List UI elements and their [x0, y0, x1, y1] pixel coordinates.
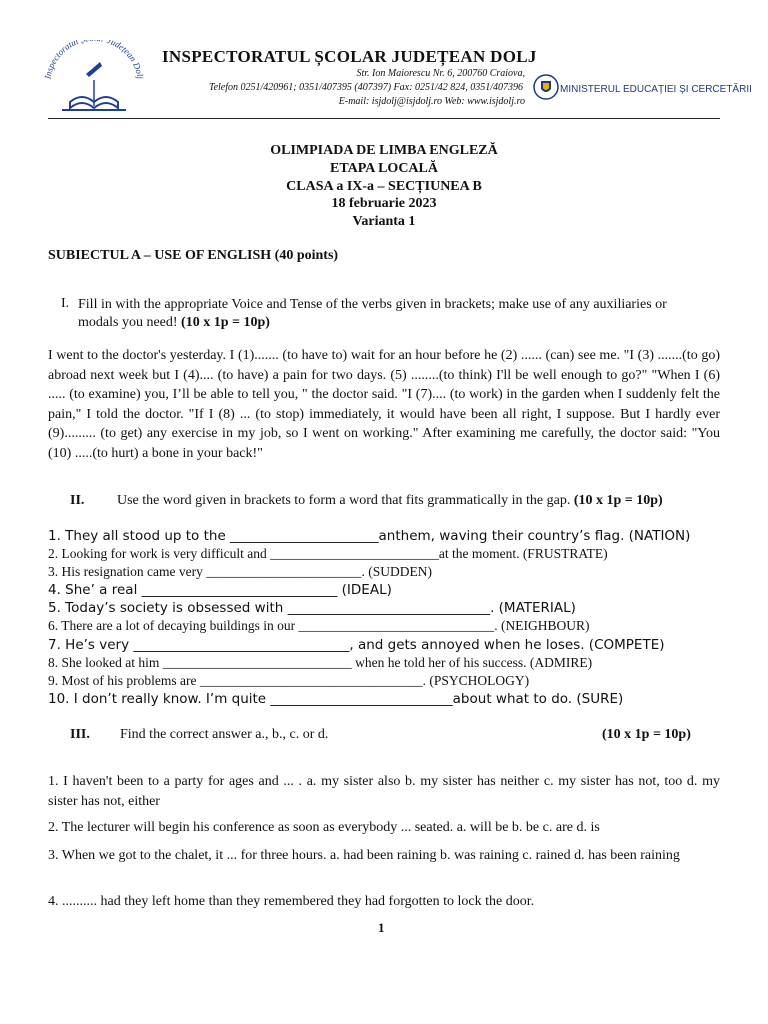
title-olympiad: OLIMPIADA DE LIMBA ENGLEZĂ — [270, 143, 498, 158]
section2-instruction — [117, 493, 727, 509]
header-phone: Telefon 0251/420961; 0351/407395 (407397) Fax: 0251/42 824, 0351/407396 — [208, 82, 523, 93]
section2-instruction-text: Use the word given in brackets to form a word that fits grammatically in the gap. — [117, 493, 571, 508]
list-item: 10. I don’t really know. I’m quite ___________________________about what to do. (SURE) — [48, 691, 624, 707]
section1-number: I. — [61, 296, 70, 311]
section3-number: III. — [70, 727, 90, 742]
list-item: 3. When we got to the chalet, it ... for three hours. a. had been raining b. was raining c. rained d. has been raining — [48, 848, 680, 863]
list-item: 2. The lecturer will begin his conference as soon as everybody ... seated. a. will be b. be c. are d. is — [48, 820, 600, 835]
subject-heading: SUBIECTUL A – USE OF ENGLISH (40 points) — [48, 248, 339, 263]
section2-points: (10 x 1p = 10p) — [573, 493, 663, 508]
section1-instruction-text: Fill in with the appropriate Voice and Tense of the verbs given in brackets; make use of any auxiliaries or modals you need! — [78, 297, 667, 330]
logo-ring-text: Inspectoratul Județean Dolj — [42, 40, 146, 80]
title-variant: Varianta 1 — [352, 214, 416, 229]
header-divider — [48, 118, 720, 119]
list-item: 9. Most of his problems are _________________________________. (PSYCHOLOGY) — [48, 673, 530, 688]
list-item: 4. She’ a real _____________________________ (IDEAL) — [48, 582, 392, 598]
list-item: 7. He’s very ________________________________, and gets annoyed when he loses. (COMPETE) — [48, 637, 665, 653]
ministry-name: MINISTERUL EDUCAȚIEI ȘI CERCETĂRII — [560, 84, 752, 95]
title-class: CLASA a IX-a – SECȚIUNEA B — [286, 179, 482, 194]
section1-instruction — [78, 296, 693, 332]
section1-points: (10 x 1p = 10p) — [181, 315, 270, 330]
header-address: Str. Ion Maiorescu Nr. 6, 200760 Craiova, — [356, 68, 525, 79]
header-title: INSPECTORATUL ȘCOLAR JUDEȚEAN DOLJ — [162, 47, 537, 66]
list-item: 5. Today’s society is obsessed with ______________________________. (MATERIAL) — [48, 600, 576, 616]
ministry-logo — [533, 74, 559, 100]
title-date: 18 februarie 2023 — [331, 196, 437, 211]
header-contact: E-mail: isjdolj@isjdolj.ro Web: www.isjdolj.ro — [338, 96, 525, 107]
list-item: 4. .......... had they left home than they remembered they had forgotten to lock the door. — [48, 894, 535, 909]
list-item: 1. They all stood up to the ______________________anthem, waving their country’s flag. (NATION) — [48, 528, 691, 544]
list-item: 1. I haven't been to a party for ages and ... . a. my sister also b. my sister has neither c. my sister has not, too d. my sister has not, either — [48, 774, 720, 809]
school-logo — [34, 40, 154, 120]
title-stage: ETAPA LOCALĂ — [330, 161, 438, 176]
section3-points: (10 x 1p = 10p) — [602, 727, 691, 742]
page-number: 1 — [378, 920, 385, 935]
section2-number: II. — [70, 493, 85, 508]
list-item: 6. There are a lot of decaying buildings in our _____________________________. (NEIGHBOUR) — [48, 618, 590, 633]
list-item: 8. She looked at him ____________________________ when he told her of his success. (ADMIRE) — [48, 655, 593, 670]
section3-instruction: Find the correct answer a., b., c. or d. — [120, 727, 329, 742]
list-item: 3. His resignation came very _______________________. (SUDDEN) — [48, 564, 432, 579]
section1-text: I went to the doctor's yesterday. I (1)....... (to have to) wait for an hour before he (2) ...... (can) see me. "I (3) .......(to go) abroad next week but I (4).... (to have) a pain for two days. (5) ........(to think) I'll be well enough to go?" "When I (6) ..... (to examine) you, I’ll be able to tell you, " the doctor said. "I (7).... (to work) in the garden when I suddenly felt the pain," I told the doctor. "If I (8) ... (to stop) immediately, it would have been all right, I suppose. But I hardly ever (9)......... (to get) any exercise in my job, so I went on working." After examining me carefully, the doctor said: "You (10) .....(to hurt) a bone in your back!" — [48, 348, 720, 461]
list-item: 2. Looking for work is very difficult and _________________________at the moment. (FRUSTRATE) — [48, 546, 608, 561]
